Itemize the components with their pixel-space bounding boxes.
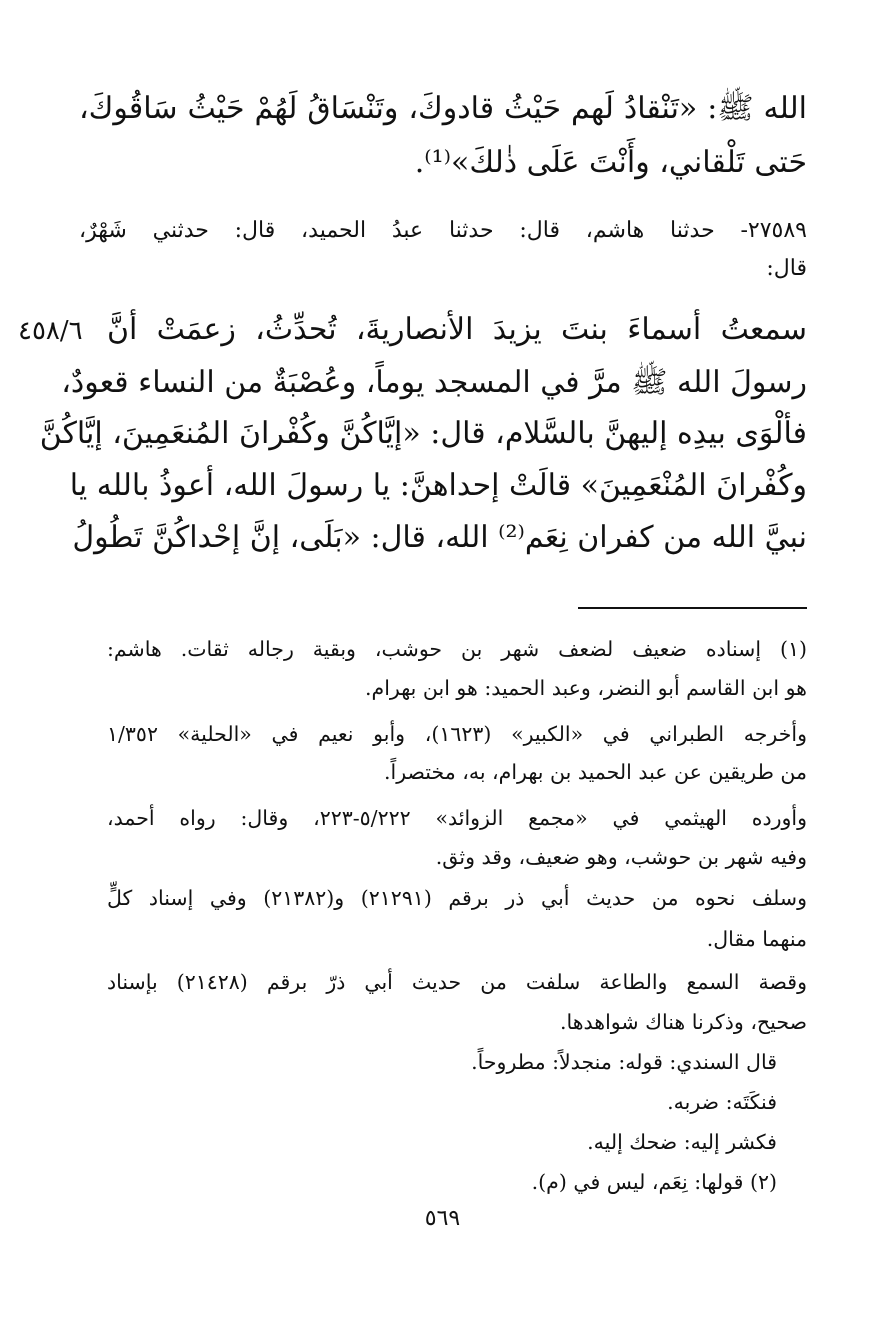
footnote-line-9: وقصة السمع والطاعة سلفت من حديث أبي ذرّ برقم (٢١٤٢٨) بإسناد bbox=[107, 970, 807, 994]
main-text-line-1: الله ﷺ: «تَنْقادُ لَهم حَيْثُ قادوكَ، وتَنْسَاقُ لَهُمْ حَيْثُ سَاقُوكَ، bbox=[79, 91, 807, 126]
footnote-line-5: وأورده الهيثمي في «مجمع الزوائد» ٥/٢٢٢-٢٢٣، وقال: رواه أحمد، bbox=[107, 806, 807, 830]
footnote-line-2: هو ابن القاسم أبو النضر، وعبد الحميد: هو ابن بهرام. bbox=[365, 676, 807, 700]
footnote-line-10: صحيح، وذكرنا هناك شواهدها. bbox=[559, 1010, 807, 1034]
footnote-line-12: فنكَتَه: ضربه. bbox=[667, 1090, 777, 1114]
hadith-isnad-line-1: ٢٧٥٨٩- حدثنا هاشم، قال: حدثنا عبدُ الحميد، قال: حدثني شَهْرٌ، bbox=[79, 218, 807, 243]
footnote-line-14: (٢) قولها: نِعَم، ليس في (م). bbox=[531, 1170, 777, 1194]
footnote-line-3: وأخرجه الطبراني في «الكبير» (١٦٢٣)، وأبو نعيم في «الحلية» ١/٣٥٢ bbox=[107, 722, 807, 746]
footnote-line-1: (١) إسناده ضعيف لضعف شهر بن حوشب، وبقية رجاله ثقات. هاشم: bbox=[107, 637, 807, 661]
footnote-line-8: منهما مقال. bbox=[706, 927, 807, 951]
hadith-body-line-5: نبيَّ الله من كفران نِعَم⁽²⁾ الله، قال: «بَلَى، إنَّ إحْداكُنَّ تَطُولُ bbox=[72, 520, 807, 555]
hadith-body-line-3: فألْوَى بيدِه إليهنَّ بالسَّلام، قال: «إيَّاكُنَّ وكُفْرانَ المُنعَمِينَ، إيَّاكُنَّ bbox=[39, 416, 807, 451]
hadith-body-line-1: سمعتُ أسماءَ بنتَ يزيدَ الأنصاريةَ، تُحدِّثُ، زعمَتْ أنَّ bbox=[107, 312, 807, 347]
hadith-body-line-2: رسولَ الله ﷺ مرَّ في المسجد يوماً، وعُصْبَةٌ من النساء قعودٌ، bbox=[61, 365, 807, 400]
margin-volume-reference: ٤٥٨/٦ bbox=[18, 316, 83, 346]
footnote-line-7: وسلف نحوه من حديث أبي ذر برقم (٢١٢٩١) و(٢١٣٨٢) وفي إسناد كلٍّ bbox=[107, 886, 807, 910]
footnote-line-13: فكشر إليه: ضحك إليه. bbox=[587, 1130, 777, 1154]
footnote-separator bbox=[578, 607, 807, 609]
footnote-line-11: قال السندي: قوله: منجدلاً: مطروحاً. bbox=[471, 1050, 777, 1074]
page-number: ٥٦٩ bbox=[424, 1206, 461, 1231]
main-text-line-2: حَتى تَلْقاني، وأَنْتَ عَلَى ذٰلكَ»⁽¹⁾. bbox=[414, 145, 807, 180]
hadith-body-line-4: وكُفْرانَ المُنْعَمِينَ» قالَتْ إحداهنَّ: يا رسولَ الله، أعوذُ بالله يا bbox=[69, 468, 807, 503]
footnote-line-6: وفيه شهر بن حوشب، وهو ضعيف، وقد وثق. bbox=[435, 845, 807, 869]
hadith-isnad-line-2: قال: bbox=[766, 256, 807, 281]
footnote-line-4: من طريقين عن عبد الحميد بن بهرام، به، مختصراً. bbox=[384, 760, 807, 784]
